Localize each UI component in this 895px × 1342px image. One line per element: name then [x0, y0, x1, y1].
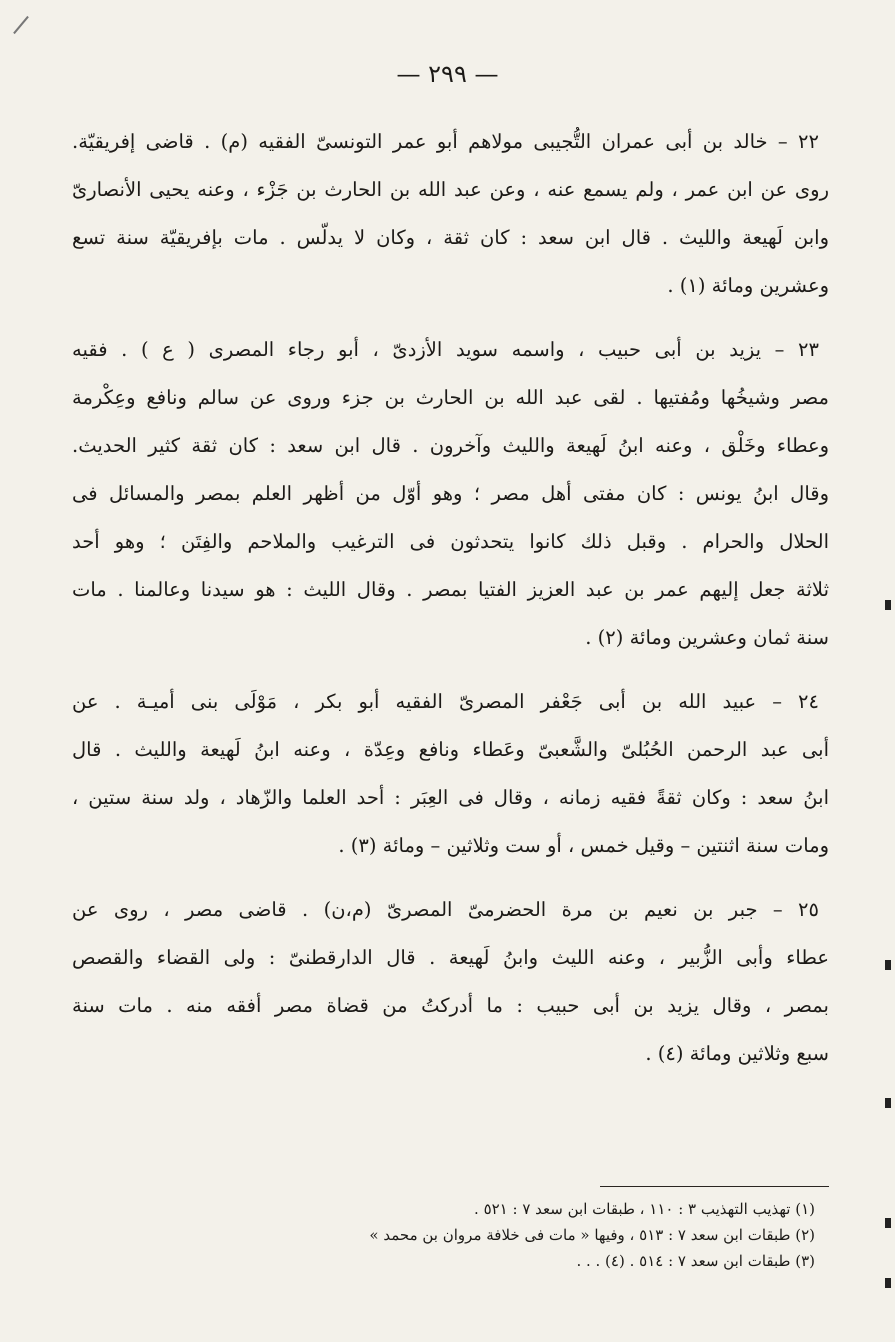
- text-line: ٢٢ – خالد بن أبى عمران التُّجيبى مولاهم أبو عمر التونسىّ الفقيه (م) . قاضى إفريقيّة.: [72, 130, 819, 153]
- scan-artifact: [885, 1098, 891, 1108]
- text-line: وعشرين ومائة (١) .: [667, 274, 829, 297]
- footnote-divider: [600, 1186, 829, 1187]
- footnote: (٣) طبقات ابن سعد ٧ : ٥١٤ . (٤) . . .: [576, 1252, 815, 1270]
- text-line: بمصر ، وقال يزيد بن أبى حبيب : ما أدركتُ من قضاة مصر أفقه منه . مات سنة: [72, 994, 829, 1017]
- page-number: — ٢٩٩ —: [396, 60, 499, 88]
- text-line: مصر وشيخُها ومُفتيها . لقى عبد الله بن الحارث بن جزء وروى عن سالم ونافع وعِكْرمة: [72, 386, 829, 409]
- text-line: وقال ابنُ يونس : كان مفتى أهل مصر ؛ وهو أوّل من أظهر العلم بمصر والمسائل فى: [72, 482, 829, 505]
- text-line: وعطاء وخَلْق ، وعنه ابنُ لَهيعة والليث وآخرون . قال ابن سعد : كان ثقة كثير الحديث.: [72, 434, 829, 457]
- text-line: الحلال والحرام . وقبل ذلك كانوا يتحدثون فى الترغيب والملاحم والفِتَن ؛ وهو أحد: [72, 530, 829, 553]
- text-line: ٢٣ – يزيد بن أبى حبيب ، واسمه سويد الأزدىّ ، أبو رجاء المصرى ( ع ) . فقيه: [72, 338, 819, 361]
- text-line: ٢٥ – جبر بن نعيم بن مرة الحضرمىّ المصرىّ (م،ن) . قاضى مصر ، روى عن: [72, 898, 819, 921]
- text-line: ٢٤ – عبيد الله بن أبى جَعْفر المصرىّ الفقيه أبو بكر ، مَوْلَى بنى أميـة . عن: [72, 690, 819, 713]
- body-text: [72, 118, 829, 1094]
- biography-entry: [72, 678, 829, 870]
- text-line: سنة ثمان وعشرين ومائة (٢) .: [585, 626, 829, 649]
- biography-entry: [72, 886, 829, 1078]
- scan-artifact: [885, 960, 891, 970]
- biography-entry: [72, 118, 829, 310]
- text-line: أبى عبد الرحمن الحُبُلىّ والشَّعبىّ وعَطاء ونافع وعِدّة ، وعنه ابنُ لَهيعة والليث . قال: [72, 738, 829, 761]
- text-line: روى عن ابن عمر ، ولم يسمع عنه ، وعن عبد الله بن الحارث بن جَزْء ، وعنه يحيى الأنصارىّ: [72, 178, 829, 201]
- text-line: ومات سنة اثنتين – وقيل خمس ، أو ست وثلاثين – ومائة (٣) .: [338, 834, 829, 857]
- text-line: ابنُ سعد : وكان ثقةً فقيه زمانه ، وقال فى العِبَر : أحد العلما والزّهاد ، ولد سنة ستين ،: [72, 786, 829, 809]
- scan-artifact: [885, 600, 891, 610]
- scan-artifact: [885, 1218, 891, 1228]
- footnotes: [230, 1196, 815, 1274]
- text-line: وابن لَهيعة والليث . قال ابن سعد : كان ثقة ، وكان لا يدلّس . مات بإفريقيّة سنة تسع: [72, 226, 829, 249]
- footnote: (٢) طبقات ابن سعد ٧ : ٥١٣ ، وفيها « مات فى خلافة مروان بن محمد »: [369, 1226, 815, 1244]
- text-line: ثلاثة جعل إليهم عمر بن عبد العزيز الفتيا بمصر . وقال الليث : هو سيدنا وعالمنا . مات: [72, 578, 829, 601]
- text-line: سبع وثلاثين ومائة (٤) .: [645, 1042, 829, 1065]
- text-line: عطاء وأبى الزُّبير ، وعنه الليث وابنُ لَهيعة . قال الدارقطنىّ : ولى القضاء والقصص: [72, 946, 829, 969]
- scan-artifact: [885, 1278, 891, 1288]
- scan-mark: [13, 16, 29, 34]
- biography-entry: [72, 326, 829, 662]
- footnote: (١) تهذيب التهذيب ٣ : ١١٠ ، طبقات ابن سعد ٧ : ٥٢١ .: [474, 1200, 815, 1218]
